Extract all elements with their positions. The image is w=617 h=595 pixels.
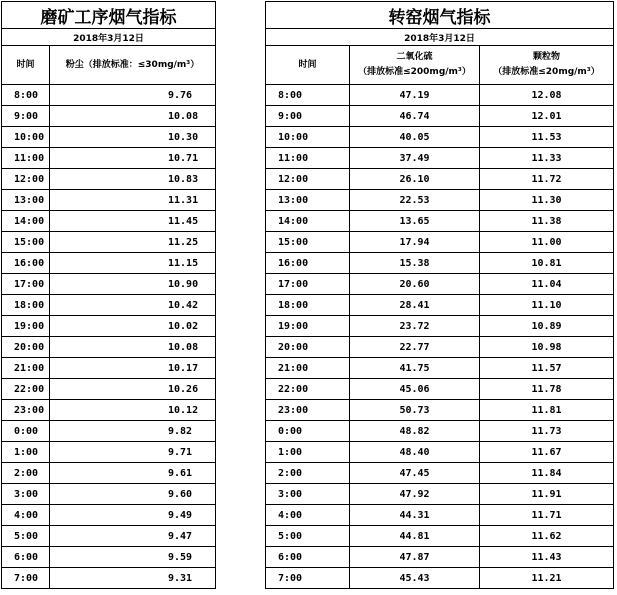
pm-cell: 11.38 [480, 211, 614, 232]
so2-header-label: 二氧化硫 [396, 52, 433, 62]
dust-cell: 9.31 [50, 568, 216, 589]
so2-cell: 47.87 [350, 547, 480, 568]
time-cell: 21:00 [2, 358, 50, 379]
table-row [266, 106, 614, 127]
table-row [2, 442, 216, 463]
so2-cell: 50.73 [350, 400, 480, 421]
time-cell: 9:00 [2, 106, 50, 127]
table-row [266, 274, 614, 295]
time-cell: 8:00 [266, 85, 350, 106]
pm-cell: 11.71 [480, 505, 614, 526]
so2-cell: 28.41 [350, 295, 480, 316]
table-row [266, 295, 614, 316]
dust-header: 粉尘（排放标准：≤30mg/m³） [50, 46, 216, 85]
table-row [2, 211, 216, 232]
time-cell: 23:00 [266, 400, 350, 421]
so2-cell: 26.10 [350, 169, 480, 190]
so2-cell: 15.38 [350, 253, 480, 274]
time-cell: 7:00 [2, 568, 50, 589]
table-row [266, 568, 614, 589]
table-row [2, 253, 216, 274]
time-cell: 2:00 [266, 463, 350, 484]
pm-cell: 11.72 [480, 169, 614, 190]
pm-cell: 11.10 [480, 295, 614, 316]
header-row [266, 46, 614, 85]
time-cell: 6:00 [2, 547, 50, 568]
dust-cell: 9.47 [50, 526, 216, 547]
time-cell: 23:00 [2, 400, 50, 421]
table-row [2, 295, 216, 316]
table-row [266, 547, 614, 568]
pm-cell: 11.04 [480, 274, 614, 295]
time-cell: 6:00 [266, 547, 350, 568]
date-row [266, 29, 614, 46]
time-cell: 21:00 [266, 358, 350, 379]
table-title: 磨矿工序烟气指标 [2, 2, 216, 29]
time-cell: 15:00 [2, 232, 50, 253]
table-row [266, 190, 614, 211]
table-row [266, 526, 614, 547]
time-cell: 11:00 [266, 148, 350, 169]
time-cell: 17:00 [2, 274, 50, 295]
dust-cell: 10.71 [50, 148, 216, 169]
kiln-emissions-table [265, 1, 614, 589]
time-header: 时间 [2, 46, 50, 85]
dust-cell: 9.82 [50, 421, 216, 442]
so2-cell: 41.75 [350, 358, 480, 379]
so2-cell: 44.31 [350, 505, 480, 526]
pm-cell: 11.84 [480, 463, 614, 484]
table-row [2, 148, 216, 169]
table-row [266, 253, 614, 274]
table-row [2, 316, 216, 337]
time-cell: 0:00 [266, 421, 350, 442]
time-cell: 14:00 [2, 211, 50, 232]
date-row [2, 29, 216, 46]
table-row [2, 106, 216, 127]
table-row [266, 463, 614, 484]
table-row [2, 337, 216, 358]
table-row [266, 232, 614, 253]
time-cell: 3:00 [266, 484, 350, 505]
time-cell: 19:00 [266, 316, 350, 337]
so2-header-standard: （排放标准≤200mg/m³） [358, 67, 471, 77]
time-cell: 19:00 [2, 316, 50, 337]
table-row [266, 316, 614, 337]
time-cell: 0:00 [2, 421, 50, 442]
table-row [2, 190, 216, 211]
grinding-emissions-table [1, 1, 216, 589]
title-row [266, 2, 614, 29]
so2-cell: 47.19 [350, 85, 480, 106]
time-cell: 12:00 [2, 169, 50, 190]
so2-header [350, 46, 480, 85]
table-row [266, 421, 614, 442]
table-row [2, 169, 216, 190]
so2-cell: 44.81 [350, 526, 480, 547]
table-row [2, 85, 216, 106]
table-row [2, 127, 216, 148]
time-cell: 16:00 [2, 253, 50, 274]
dust-cell: 10.17 [50, 358, 216, 379]
table-row [2, 463, 216, 484]
time-cell: 8:00 [2, 85, 50, 106]
time-cell: 15:00 [266, 232, 350, 253]
time-cell: 18:00 [266, 295, 350, 316]
pm-cell: 11.81 [480, 400, 614, 421]
pm-cell: 11.00 [480, 232, 614, 253]
table-row [2, 421, 216, 442]
table-row [2, 232, 216, 253]
pm-cell: 11.78 [480, 379, 614, 400]
so2-cell: 20.60 [350, 274, 480, 295]
table-row [2, 358, 216, 379]
pm-cell: 11.91 [480, 484, 614, 505]
dust-cell: 10.90 [50, 274, 216, 295]
time-cell: 16:00 [266, 253, 350, 274]
pm-cell: 11.73 [480, 421, 614, 442]
pm-cell: 11.33 [480, 148, 614, 169]
table-row [2, 505, 216, 526]
dust-cell: 10.02 [50, 316, 216, 337]
table-date: 2018年3月12日 [2, 29, 216, 46]
table-row [2, 379, 216, 400]
dust-cell: 9.49 [50, 505, 216, 526]
pm-cell: 10.81 [480, 253, 614, 274]
time-cell: 4:00 [266, 505, 350, 526]
table-row [266, 379, 614, 400]
pm-cell: 11.43 [480, 547, 614, 568]
time-cell: 1:00 [2, 442, 50, 463]
time-cell: 7:00 [266, 568, 350, 589]
table-row [266, 505, 614, 526]
dust-cell: 9.71 [50, 442, 216, 463]
pm-header-label: 颗粒物 [532, 52, 560, 62]
so2-cell: 48.40 [350, 442, 480, 463]
so2-cell: 45.43 [350, 568, 480, 589]
dust-cell: 9.59 [50, 547, 216, 568]
dust-cell: 10.08 [50, 337, 216, 358]
so2-cell: 46.74 [350, 106, 480, 127]
table-row [2, 547, 216, 568]
time-cell: 14:00 [266, 211, 350, 232]
pm-cell: 11.21 [480, 568, 614, 589]
table-row [266, 400, 614, 421]
pm-cell: 10.89 [480, 316, 614, 337]
table-row [2, 400, 216, 421]
time-cell: 5:00 [2, 526, 50, 547]
time-cell: 22:00 [2, 379, 50, 400]
time-header: 时间 [266, 46, 350, 85]
pm-cell: 11.53 [480, 127, 614, 148]
so2-cell: 22.77 [350, 337, 480, 358]
table-row [266, 442, 614, 463]
time-cell: 20:00 [2, 337, 50, 358]
time-cell: 10:00 [266, 127, 350, 148]
time-cell: 22:00 [266, 379, 350, 400]
so2-cell: 45.06 [350, 379, 480, 400]
so2-cell: 22.53 [350, 190, 480, 211]
dust-cell: 10.08 [50, 106, 216, 127]
so2-cell: 37.49 [350, 148, 480, 169]
pm-cell: 11.62 [480, 526, 614, 547]
pm-cell: 10.98 [480, 337, 614, 358]
time-cell: 20:00 [266, 337, 350, 358]
title-row [2, 2, 216, 29]
dust-cell: 10.83 [50, 169, 216, 190]
so2-cell: 23.72 [350, 316, 480, 337]
dust-cell: 10.42 [50, 295, 216, 316]
so2-cell: 48.82 [350, 421, 480, 442]
pm-header [480, 46, 614, 85]
time-cell: 1:00 [266, 442, 350, 463]
time-cell: 3:00 [2, 484, 50, 505]
time-cell: 17:00 [266, 274, 350, 295]
pm-cell: 11.30 [480, 190, 614, 211]
dust-cell: 10.26 [50, 379, 216, 400]
so2-cell: 47.92 [350, 484, 480, 505]
pm-header-standard: （排放标准≤20mg/m³） [493, 67, 600, 77]
time-cell: 12:00 [266, 169, 350, 190]
time-cell: 2:00 [2, 463, 50, 484]
table-row [2, 274, 216, 295]
table-row [266, 211, 614, 232]
pm-cell: 11.67 [480, 442, 614, 463]
table-title: 转窑烟气指标 [266, 2, 614, 29]
so2-cell: 47.45 [350, 463, 480, 484]
dust-cell: 9.76 [50, 85, 216, 106]
so2-cell: 13.65 [350, 211, 480, 232]
table-row [266, 484, 614, 505]
table-row [266, 337, 614, 358]
so2-cell: 40.05 [350, 127, 480, 148]
time-cell: 13:00 [2, 190, 50, 211]
time-cell: 4:00 [2, 505, 50, 526]
time-cell: 9:00 [266, 106, 350, 127]
header-row [2, 46, 216, 85]
time-cell: 18:00 [2, 295, 50, 316]
time-cell: 10:00 [2, 127, 50, 148]
dust-cell: 10.12 [50, 400, 216, 421]
table-row [266, 85, 614, 106]
dust-cell: 11.31 [50, 190, 216, 211]
so2-cell: 17.94 [350, 232, 480, 253]
table-row [266, 169, 614, 190]
table-row [266, 148, 614, 169]
table-row [266, 127, 614, 148]
time-cell: 5:00 [266, 526, 350, 547]
dust-cell: 9.61 [50, 463, 216, 484]
table-date: 2018年3月12日 [266, 29, 614, 46]
table-row [2, 484, 216, 505]
pm-cell: 12.08 [480, 85, 614, 106]
dust-cell: 9.60 [50, 484, 216, 505]
table-row [266, 358, 614, 379]
dust-cell: 11.15 [50, 253, 216, 274]
dust-cell: 11.45 [50, 211, 216, 232]
dust-cell: 11.25 [50, 232, 216, 253]
time-cell: 11:00 [2, 148, 50, 169]
table-row [2, 526, 216, 547]
dust-cell: 10.30 [50, 127, 216, 148]
pm-cell: 11.57 [480, 358, 614, 379]
time-cell: 13:00 [266, 190, 350, 211]
pm-cell: 12.01 [480, 106, 614, 127]
table-row [2, 568, 216, 589]
